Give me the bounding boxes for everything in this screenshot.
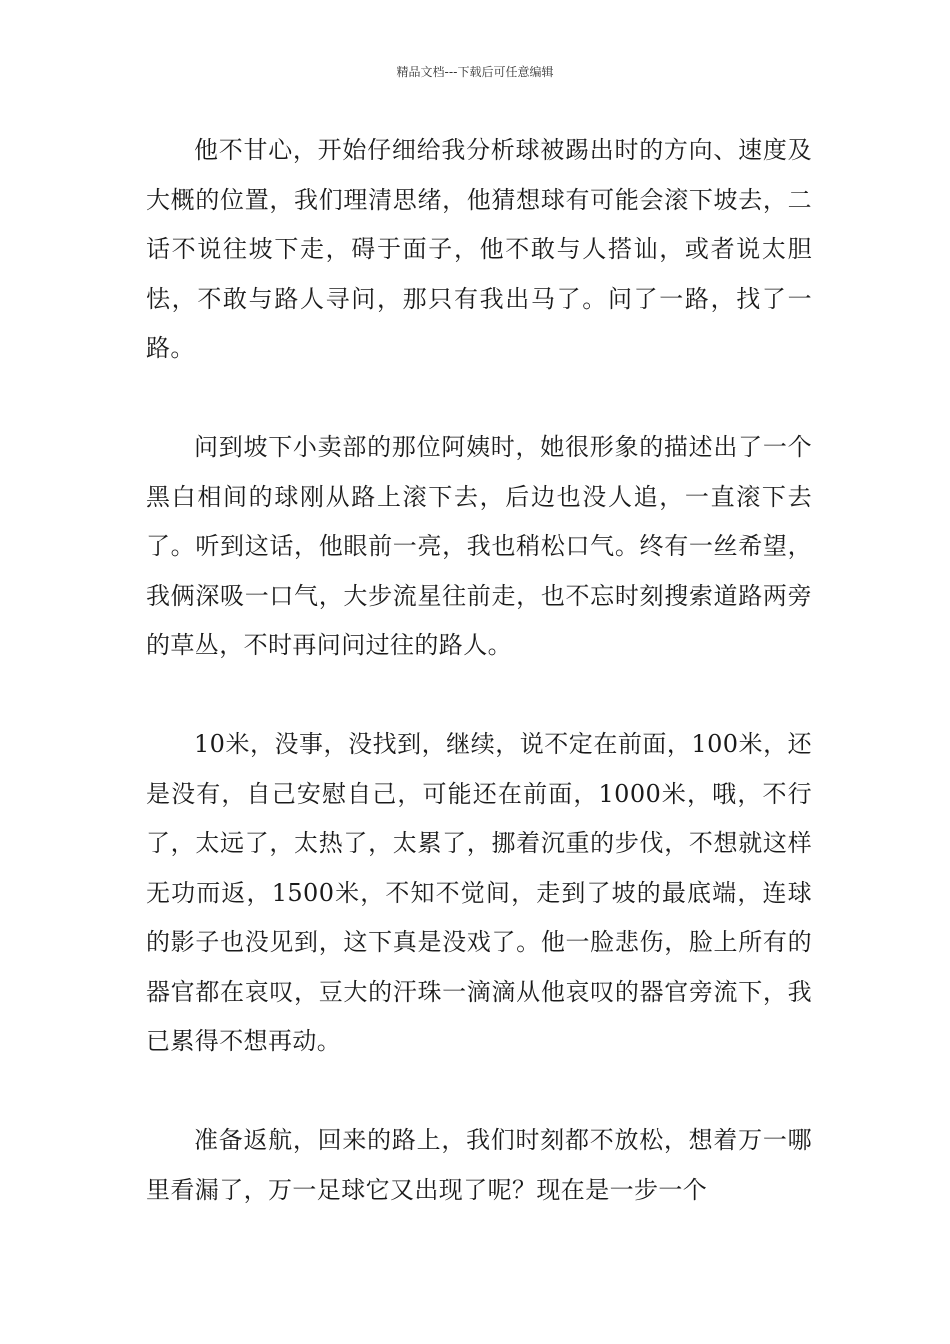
document-body [146,126,812,1215]
paragraph-3: 10米，没事，没找到，继续，说不定在前面，100米，还是没有，自己安慰自己，可能还在前面，1000米，哦，不行了，太远了，太热了，太累了，挪着沉重的步伐，不想就这样无功而返，1500米，不知不觉间，走到了坡的最底端，连球的影子也没见到，这下真是没戏了。他一脸悲伤，脸上所有的器官都在哀叹，豆大的汗珠一滴滴从他哀叹的器官旁流下，我已累得不想再动。 [146,730,812,1055]
paragraph-2: 问到坡下小卖部的那位阿姨时，她很形象的描述出了一个黑白相间的球刚从路上滚下去，后边也没人追，一直滚下去了。听到这话，他眼前一亮，我也稍松口气。终有一丝希望，我俩深吸一口气，大步流星往前走，也不忘时刻搜索道路两旁的草丛，不时再问问过往的路人。 [146,433,812,659]
paragraph-4: 准备返航，回来的路上，我们时刻都不放松，想着万一哪里看漏了，万一足球它又出现了呢？现在是一步一个 [146,1126,812,1204]
paragraph-1: 他不甘心，开始仔细给我分析球被踢出时的方向、速度及大概的位置，我们理清思绪，他猜想球有可能会滚下坡去，二话不说往坡下走，碍于面子，他不敢与人搭讪，或者说太胆怯，不敢与路人寻问，那只有我出马了。问了一路，找了一路。 [146,136,812,362]
page-header: 精品文档---下载后可任意编辑 [396,65,554,79]
